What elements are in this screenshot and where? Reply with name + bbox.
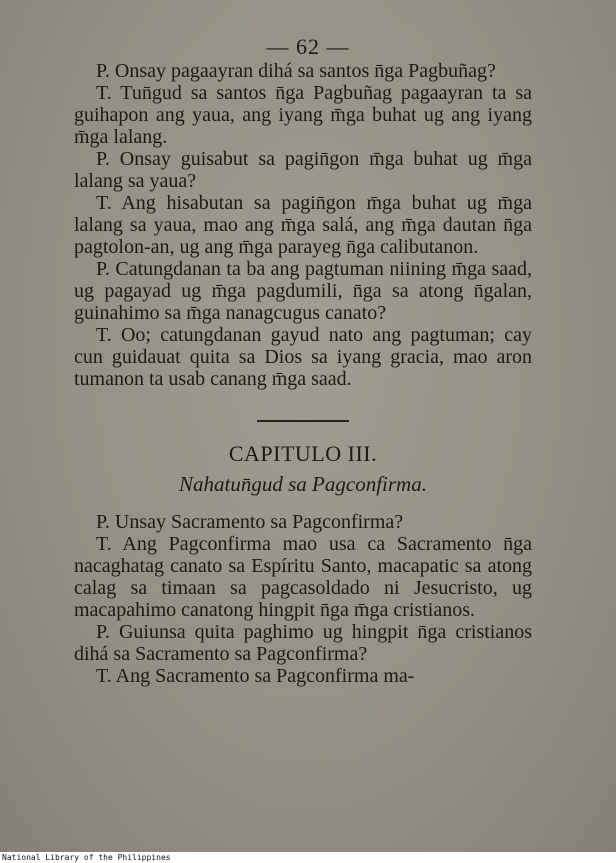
paragraph: P. Onsay pagaayran dihá sa santos n̄ga Pagbuñag? bbox=[96, 60, 496, 82]
paragraph: T. Oo; catungdanan gayud nato ang pagtuman; cay cun guidauat quita sa Dios sa iyang gracia, mao aron tumanon ta usab canang m̄ga saad. bbox=[74, 324, 532, 390]
paragraph: T. Ang Sacramento sa Pagconfirma ma- bbox=[96, 665, 415, 687]
paragraph: P. Catungdanan ta ba ang pagtuman niining m̄ga saad, ug pagayad ug m̄ga pagdumili, n̄ga sa atong n̄galan, guinahimo sa m̄ga nanagcugus canato? bbox=[74, 258, 532, 324]
chapter-title: CAPITULO III. bbox=[228, 441, 378, 466]
paragraph: T. Tun̄gud sa santos n̄ga Pagbuñag pagaayran ta sa guihapon ang yaua, ang iyang m̄ga buhat ug ang iyang m̄ga lalang. bbox=[74, 82, 532, 148]
paragraph: P. Onsay guisabut sa pagin̄gon m̄ga buhat ug m̄ga lalang sa yaua? bbox=[74, 148, 532, 192]
page-number: — 62 — bbox=[266, 34, 350, 59]
chapter-subtitle: Nahatun̄gud sa Pagconfirma. bbox=[179, 472, 427, 496]
paragraph: T. Ang Pagconfirma mao usa ca Sacramento n̄ga nacaghatag canato sa Espíritu Santo, macapatic sa atong calag sa timaan sa pagcasoldado ni Jesucristo, ug macapahimo canatong hingpit n̄ga m̄ga cristianos. bbox=[74, 533, 532, 621]
paragraph: P. Guiunsa quita paghimo ug hingpit n̄ga cristianos dihá sa Sacramento sa Pagconfirma? bbox=[74, 621, 532, 665]
library-credit: National Library of the Philippines bbox=[0, 852, 616, 863]
page-body bbox=[74, 60, 532, 687]
section-divider bbox=[257, 420, 349, 422]
paragraph: P. Unsay Sacramento sa Pagconfirma? bbox=[96, 511, 404, 533]
paragraph: T. Ang hisabutan sa pagin̄gon m̄ga buhat ug m̄ga lalang sa yaua, mao ang m̄ga salá, ang m̄ga dautan n̄ga pagtolon-an, ug ang m̄ga parayeg n̄ga calibutanon. bbox=[74, 192, 532, 258]
